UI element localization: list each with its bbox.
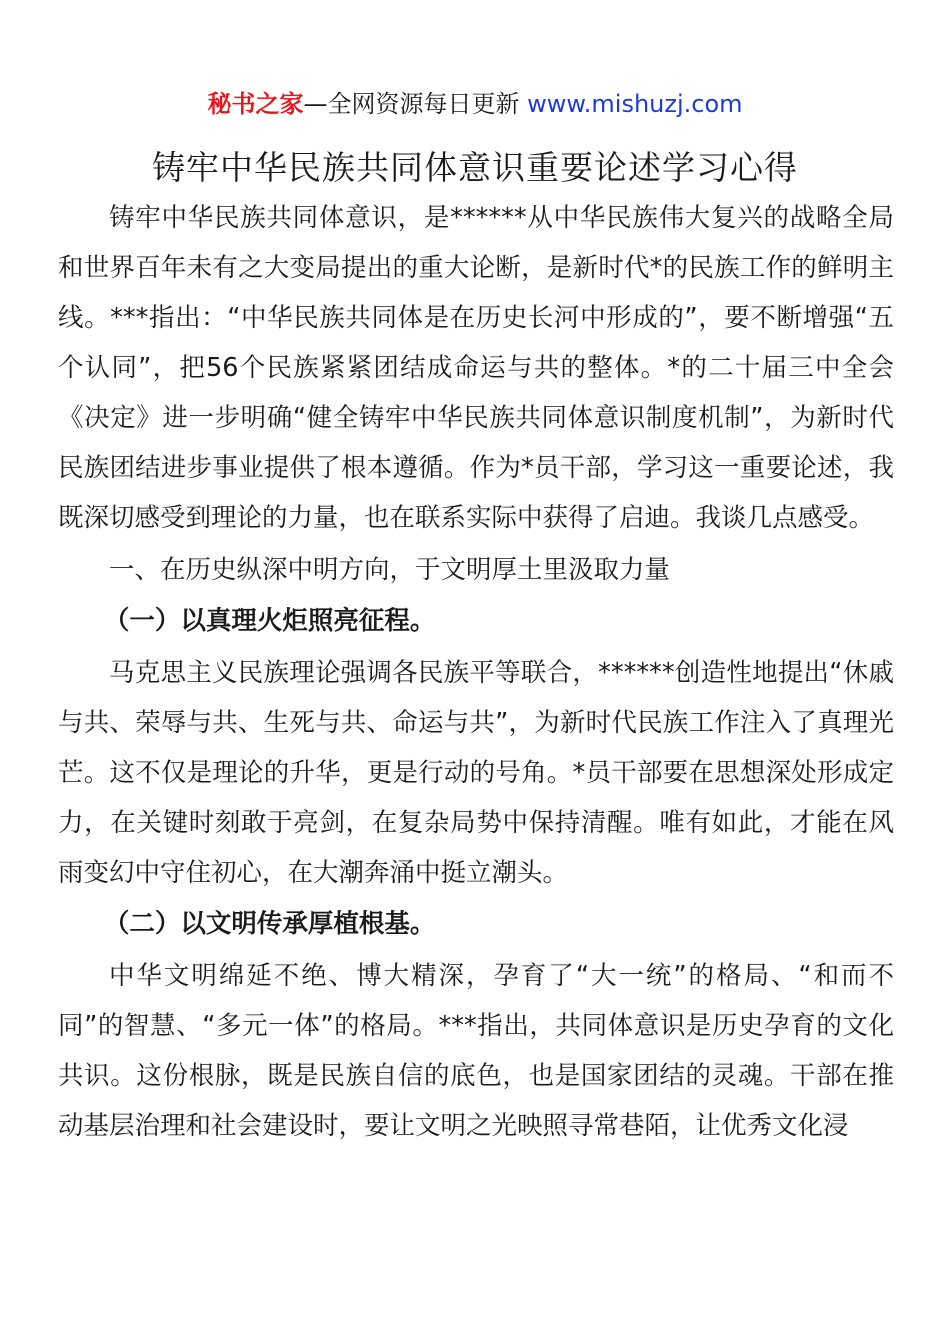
- subsection-heading-1: （一）以真理火炬照亮征程。: [103, 606, 436, 636]
- site-slogan: —全网资源每日更新: [303, 90, 528, 118]
- paragraph-intro: 铸牢中华民族共同体意识，是******从中华民族伟大复兴的战略全局和世界百年未有之大变局提出的重大论断，是新时代*的民族工作的鲜明主线。***指出：“中华民族共同体是在历史长河中形成的”，要不断增强“五个认同”，把56个民族紧紧团结成命运与共的整体。*的二十届三中全会《决定》进一步明确“健全铸牢中华民族共同体意识制度机制”，为新时代民族团结进步事业提供了根本遵循。作为*员干部，学习这一重要论述，我既深切感受到理论的力量，也在联系实际中获得了启迪。我谈几点感受。: [58, 203, 894, 533]
- document-body: [58, 193, 894, 1151]
- section-heading-1: 一、在历史纵深中明方向，于文明厚土里汲取力量: [109, 555, 671, 585]
- site-brand: 秘书之家: [207, 90, 304, 118]
- paragraph-truth: 马克思主义民族理论强调各民族平等联合，******创造性地提出“休戚与共、荣辱与共、生死与共、命运与共”，为新时代民族工作注入了真理光芒。这不仅是理论的升华，更是行动的号角。*员干部要在思想深处形成定力，在关键时刻敢于亮剑，在复杂局势中保持清醒。唯有如此，才能在风雨变幻中守住初心，在大潮奔涌中挺立潮头。: [58, 658, 894, 888]
- paragraph-civilization: 中华文明绵延不绝、博大精深，孕育了“大一统”的格局、“和而不同”的智慧、“多元一体”的格局。***指出，共同体意识是历史孕育的文化共识。这份根脉，既是民族自信的底色，也是国家团结的灵魂。干部在推动基层治理和社会建设时，要让文明之光映照寻常巷陌，让优秀文化浸: [58, 961, 894, 1141]
- document-title: 铸牢中华民族共同体意识重要论述学习心得: [152, 148, 798, 187]
- site-header: [0, 86, 950, 122]
- site-url-link[interactable]: www.mishuzj.com: [527, 90, 743, 118]
- subsection-heading-2: （二）以文明传承厚植根基。: [103, 909, 436, 939]
